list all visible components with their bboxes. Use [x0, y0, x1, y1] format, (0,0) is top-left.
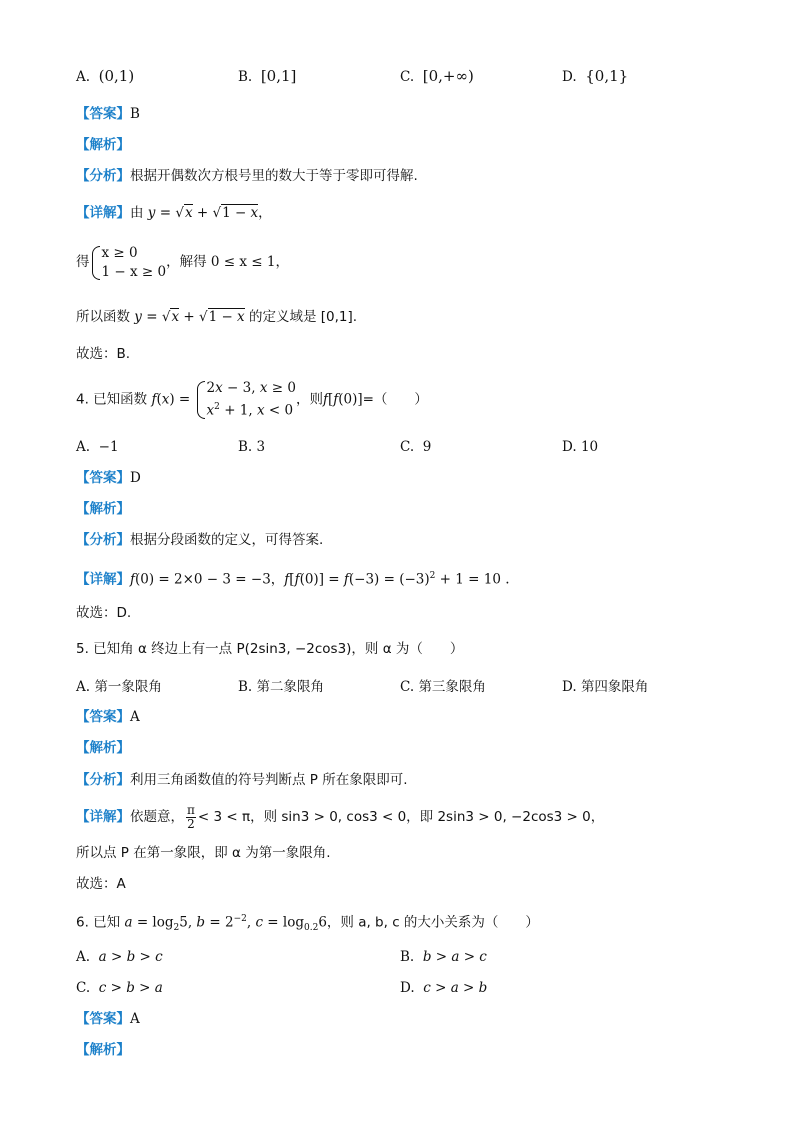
- q4-choose: 故选：D.: [76, 605, 132, 621]
- q6-option-c: C. c > b > a: [76, 980, 163, 996]
- q5-option-d: D. 第四象限角: [562, 679, 649, 695]
- q5-answer: 【答案】A: [76, 709, 140, 725]
- q3-system: 得 x ≥ 0 1 − x ≥ 0 ，解得 0 ≤ x ≤ 1，: [76, 244, 289, 280]
- q6-option-b: B. b > a > c: [400, 949, 487, 965]
- q6-stem: 6. 已知 $a = \log_25$, $b = 2^{-2}$, $c = \log_{0.2}6$，则 a, b, c 的大小关系为（ ）: [76, 914, 539, 934]
- q6-option-d: D. c > a > b: [400, 980, 488, 996]
- q3-option-c: C. [0,+∞): [400, 67, 474, 85]
- q3-analysis-heading: 【解析】: [76, 137, 130, 153]
- q5-line2: 所以点 P 在第一象限，即 α 为第一象限角.: [76, 845, 331, 861]
- q5-fenxi: 【分析】利用三角函数值的符号判断点 P 所在象限即可.: [76, 772, 408, 788]
- q3-conclusion: 所以函数 y = √x + √1 − x 的定义域是 [0,1].: [76, 309, 358, 325]
- q5-option-c: C. 第三象限角: [400, 679, 486, 695]
- q4-stem: 4. 已知函数 f(x) = 2x − 3, x ≥ 0 $x^2 + 1$, x < 0 ，则f[f(0)]=（ ）: [76, 380, 428, 419]
- q3-detail: 【详解】由 y = √x + √1 − x，: [76, 205, 272, 221]
- q4-fenxi: 【分析】根据分段函数的定义，可得答案.: [76, 532, 324, 548]
- q3-option-d: D. {0,1}: [562, 67, 629, 85]
- q3-choose: 故选：B.: [76, 346, 131, 362]
- q4-option-a: A. −1: [76, 439, 119, 455]
- q6-option-a: A. a > b > c: [76, 949, 163, 965]
- q6-answer: 【答案】A: [76, 1011, 140, 1027]
- q5-analysis-heading: 【解析】: [76, 740, 130, 756]
- q5-detail: 【详解】依题意， $\frac{\pi}{2}$ < 3 < π，则 sin3 > 0, cos3 < 0，即 2sin3 > 0, −2cos3 > 0，: [76, 803, 605, 831]
- q5-option-a: A. 第一象限角: [76, 679, 162, 695]
- q3-fenxi: 【分析】根据开偶数次方根号里的数大于等于零即可得解.: [76, 168, 418, 184]
- q4-option-b: B. 3: [238, 439, 266, 455]
- q5-choose: 故选：A: [76, 876, 126, 892]
- q4-option-d: D. 10: [562, 439, 599, 455]
- q3-answer: 【答案】B: [76, 106, 140, 122]
- q4-analysis-heading: 【解析】: [76, 501, 130, 517]
- q5-option-b: B. 第二象限角: [238, 679, 325, 695]
- q5-stem: 5. 已知角 α 终边上有一点 P(2sin3, −2cos3)，则 α 为（ ）: [76, 641, 464, 657]
- q4-answer: 【答案】D: [76, 470, 141, 486]
- q6-analysis-heading: 【解析】: [76, 1042, 130, 1058]
- q3-option-b: B. [0,1]: [238, 67, 297, 85]
- q3-option-a: A. (0,1): [76, 67, 135, 85]
- q4-option-c: C. 9: [400, 439, 432, 455]
- q4-detail: 【详解】f(0) = 2×0 − 3 = −3，$f[f(0)] = f(-3) = (-3)^2 + 1 = 10$ .: [76, 571, 510, 588]
